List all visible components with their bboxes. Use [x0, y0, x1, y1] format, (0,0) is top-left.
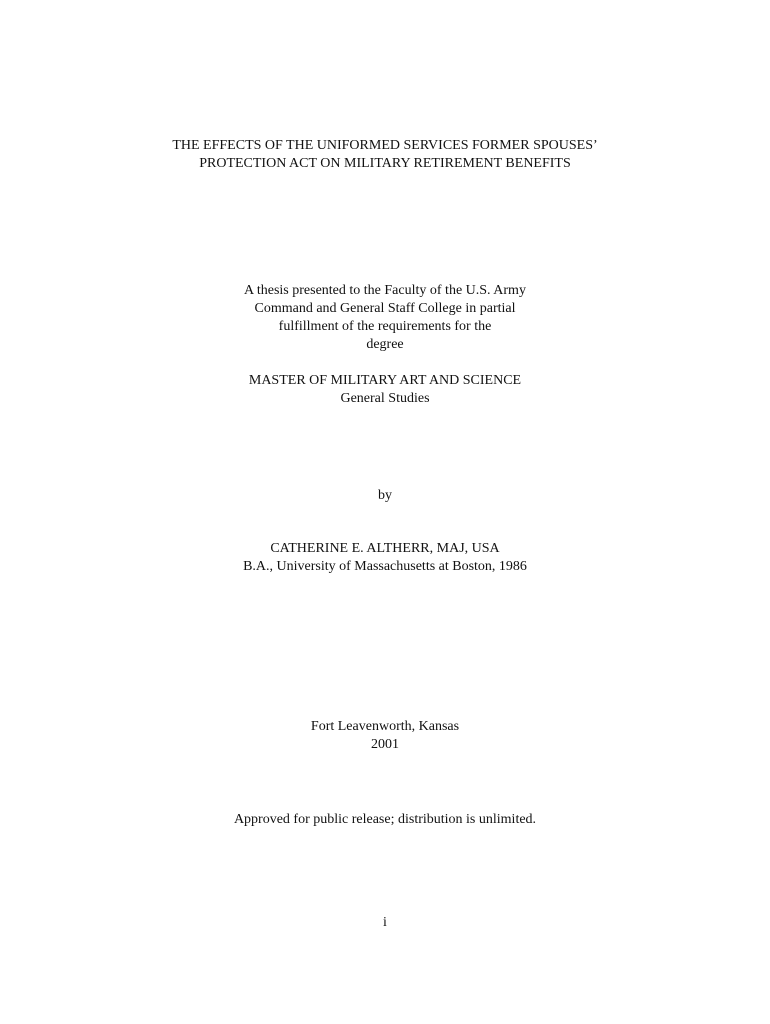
thesis-statement-line-1: A thesis presented to the Faculty of the U.S. Army	[244, 283, 526, 298]
location-place: Fort Leavenworth, Kansas	[310, 719, 460, 734]
title-line-1: THE EFFECTS OF THE UNIFORMED SERVICES FORMER SPOUSES’	[172, 138, 598, 153]
author-block	[0, 540, 770, 576]
distribution-text: Approved for public release; distribution is unlimited.	[233, 812, 537, 827]
thesis-statement-line-3: fulfillment of the requirements for the	[278, 319, 492, 334]
author-name: CATHERINE E. ALTHERR, MAJ, USA	[270, 541, 500, 556]
by-text: by	[378, 488, 392, 503]
thesis-title	[0, 137, 770, 173]
title-line-2: PROTECTION ACT ON MILITARY RETIREMENT BENEFITS	[199, 156, 571, 171]
degree-name: MASTER OF MILITARY ART AND SCIENCE	[248, 373, 522, 388]
thesis-statement-line-2: Command and General Staff College in partial	[254, 301, 516, 316]
degree-block	[0, 372, 770, 408]
location-block	[0, 718, 770, 754]
author-credential: B.A., University of Massachusetts at Boston, 1986	[243, 559, 527, 574]
page-number-text: i	[383, 915, 387, 930]
distribution-statement	[0, 811, 770, 829]
thesis-statement-line-4: degree	[366, 337, 404, 352]
location-year: 2001	[371, 737, 399, 752]
page-number	[0, 914, 770, 932]
degree-field: General Studies	[340, 391, 430, 406]
thesis-statement	[0, 282, 770, 354]
by-line	[0, 487, 770, 505]
